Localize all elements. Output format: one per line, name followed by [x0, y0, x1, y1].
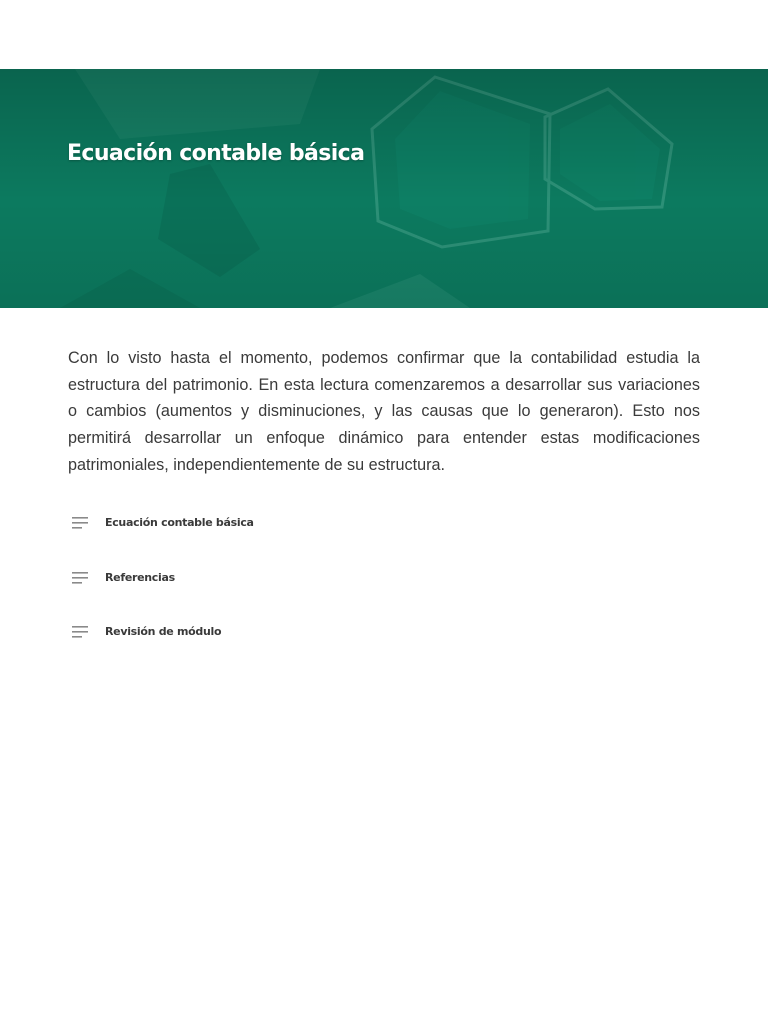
table-of-contents	[72, 511, 254, 675]
toc-item-label: Revisión de módulo	[105, 625, 222, 638]
intro-paragraph: Con lo visto hasta el momento, podemos confirmar que la contabilidad estudia la estructura del patrimonio. En esta lectura comenzaremos a desarrollar sus variaciones o cambios (aumentos y disminuciones, y las causas que lo generaron). Esto nos permitirá desarrollar un enfoque dinámico para entender estas modificaciones patrimoniales, independientemente de su estructura.	[68, 349, 700, 474]
toc-item-label: Referencias	[105, 570, 175, 584]
toc-item-label: Ecuación contable básica	[105, 516, 254, 529]
toc-item-revision-de-modulo[interactable]	[72, 620, 254, 675]
hero-banner	[0, 69, 768, 308]
toc-item-referencias[interactable]	[72, 566, 254, 621]
toc-item-ecuacion-contable-basica[interactable]	[72, 511, 254, 566]
menu-lines-icon	[72, 566, 89, 590]
menu-lines-icon	[72, 511, 89, 535]
hero-background-art	[0, 69, 768, 308]
page-title: Ecuación contable básica	[67, 141, 365, 166]
menu-lines-icon	[72, 620, 89, 644]
